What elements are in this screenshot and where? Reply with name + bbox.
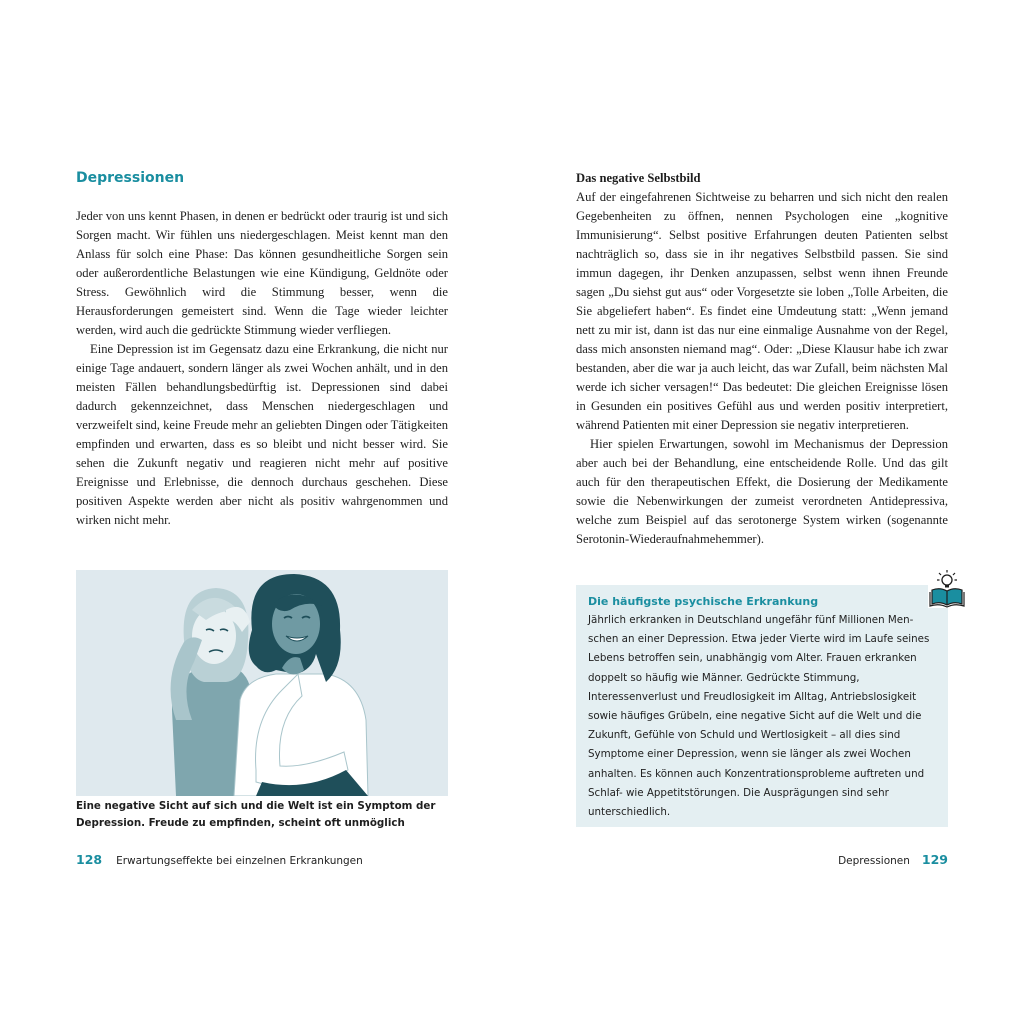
running-title-left: Erwartungseffekte bei einzelnen Erkrankungen <box>116 855 363 867</box>
chapter-heading: Depressionen <box>76 170 185 186</box>
info-box-title: Die häufigste psychische Erkrankung <box>588 595 819 608</box>
info-box <box>576 585 948 827</box>
left-paragraph-2: Eine Depression ist im Gegensatz dazu eine Erkrankung, die nicht nur einige Tage andauert, sondern länger als zwei Wochen anhält, und in den meisten Fällen behandlungsbedürftig ist. Depressionen sind dabei dadurch gekennzeichnet, dass Menschen niedergeschlagen und verzweifelt sind, keine Freude mehr an geliebten Dingen oder Tätigkeiten empfinden und erwarten, dass es so bleibt und nicht besser wird. Sie sehen die Zukunft negativ und reagieren nicht mehr auf positive Ereignisse und Erlebnisse, die dennoch durchaus geschehen. Diese positiven Aspekte werden aber nicht als positiv wahrgenommen und wirken nicht mehr. <box>76 342 448 527</box>
figure-caption: Eine negative Sicht auf sich und die Welt ist ein Symptom der Depression. Freude zu empfinden, scheint oft unmöglich <box>76 800 436 829</box>
left-body-text <box>76 207 448 530</box>
depression-illustration <box>76 570 448 796</box>
right-paragraph-2: Hier spielen Erwartungen, sowohl im Mechanismus der Depression aber auch bei der Behandlung, eine entscheidende Rolle. Und das gilt auch für den therapeutischen Effekt, die Dosierung der Medikamente sowie die Nebenwirkungen der zumeist verordneten Antidepressiva, welche zum Beispiel auf das serotonerge System wirken (sogenannte Serotonin-Wiederaufnahmehemmer). <box>576 437 948 546</box>
book-lightbulb-icon <box>928 568 966 608</box>
two-women-illustration <box>76 570 448 796</box>
page-number-right: 129 <box>921 852 948 867</box>
left-paragraph-1: Jeder von uns kennt Phasen, in denen er bedrückt oder traurig ist und sich Sorgen macht. Wir fühlen uns niedergeschlagen. Meist kennt man den Anlass für solch eine Phase: Das können gesundheitliche Sorgen sein oder außerordentliche Belastungen wie eine Kündigung, Geldnöte oder Stress. Gewöhnlich wird die Stimmung besser, wenn die Herausforderungen gemeistert sind. Wenn die Tage wieder leichter werden, wird auch die gedrückte Stimmung wieder verfliegen. <box>76 209 448 337</box>
page-number-left: 128 <box>76 852 103 867</box>
footer-left <box>76 852 363 867</box>
right-paragraph-1: Auf der eingefahrenen Sichtweise zu beharren und sich nicht den realen Gegebenheiten zu öffnen, nennen Psychologen eine „kognitive Immunisierung“. Selbst positive Erfahrungen deuten Patienten selbst nachträglich so, dass sie in ihr negatives Selbstbild passen. Sie sind immun dagegen, ihr Denken anzupassen, selbst wenn ihnen Freunde sagen „Du siehst gut aus“ oder Vorgesetzte sie loben „Tolle Arbeiten, die Sie abgeliefert haben“. Es findet eine Umdeutung statt: „Wenn jemand nett zu mir ist, dann ist das nur eine einmalige Ausnahme von der Regel, dass mich ansonsten niemand mag“. Oder: „Diese Klausur habe ich zwar bestanden, aber die war ja auch leicht, das war Zufall, beim nächsten Mal werde ich sicher versagen!“ Das bedeutet: Die gleichen Ereignisse lösen in Gesunden ein positives Gefühl aus und werden positiv interpretiert, während Patienten mit einer Depression sie negativ interpretieren. <box>576 190 948 432</box>
info-box-text: Jährlich erkranken in Deutschland ungefähr fünf Millionen Menschen an einer Depression. Etwa jeder Vierte wird im Laufe seines Lebens betroffen sein, unabhängig vom Alter. Frauen erkranken doppelt so häufig wie Männer. Gedrückte Stimmung, Interessenverlust und Freudlosigkeit im Alltag, Antriebslosigkeit sowie häufiges Grübeln, eine negative Sicht auf die Welt und die Zukunft, Gefühle von Schuld und Wertlosigkeit – all dies sind Symptome einer Depression, wenn sie länger als zwei Wochen anhalten. Es können auch Konzentrationsprobleme auftreten und Schlaf- wie Appetitstörungen. Die Ausprägungen sind sehr unterschiedlich. <box>588 614 930 819</box>
right-body-text <box>576 169 948 549</box>
section-subheading: Das negative Selbstbild <box>576 171 701 185</box>
footer-right <box>838 852 948 867</box>
running-title-right: Depressionen <box>838 855 910 867</box>
